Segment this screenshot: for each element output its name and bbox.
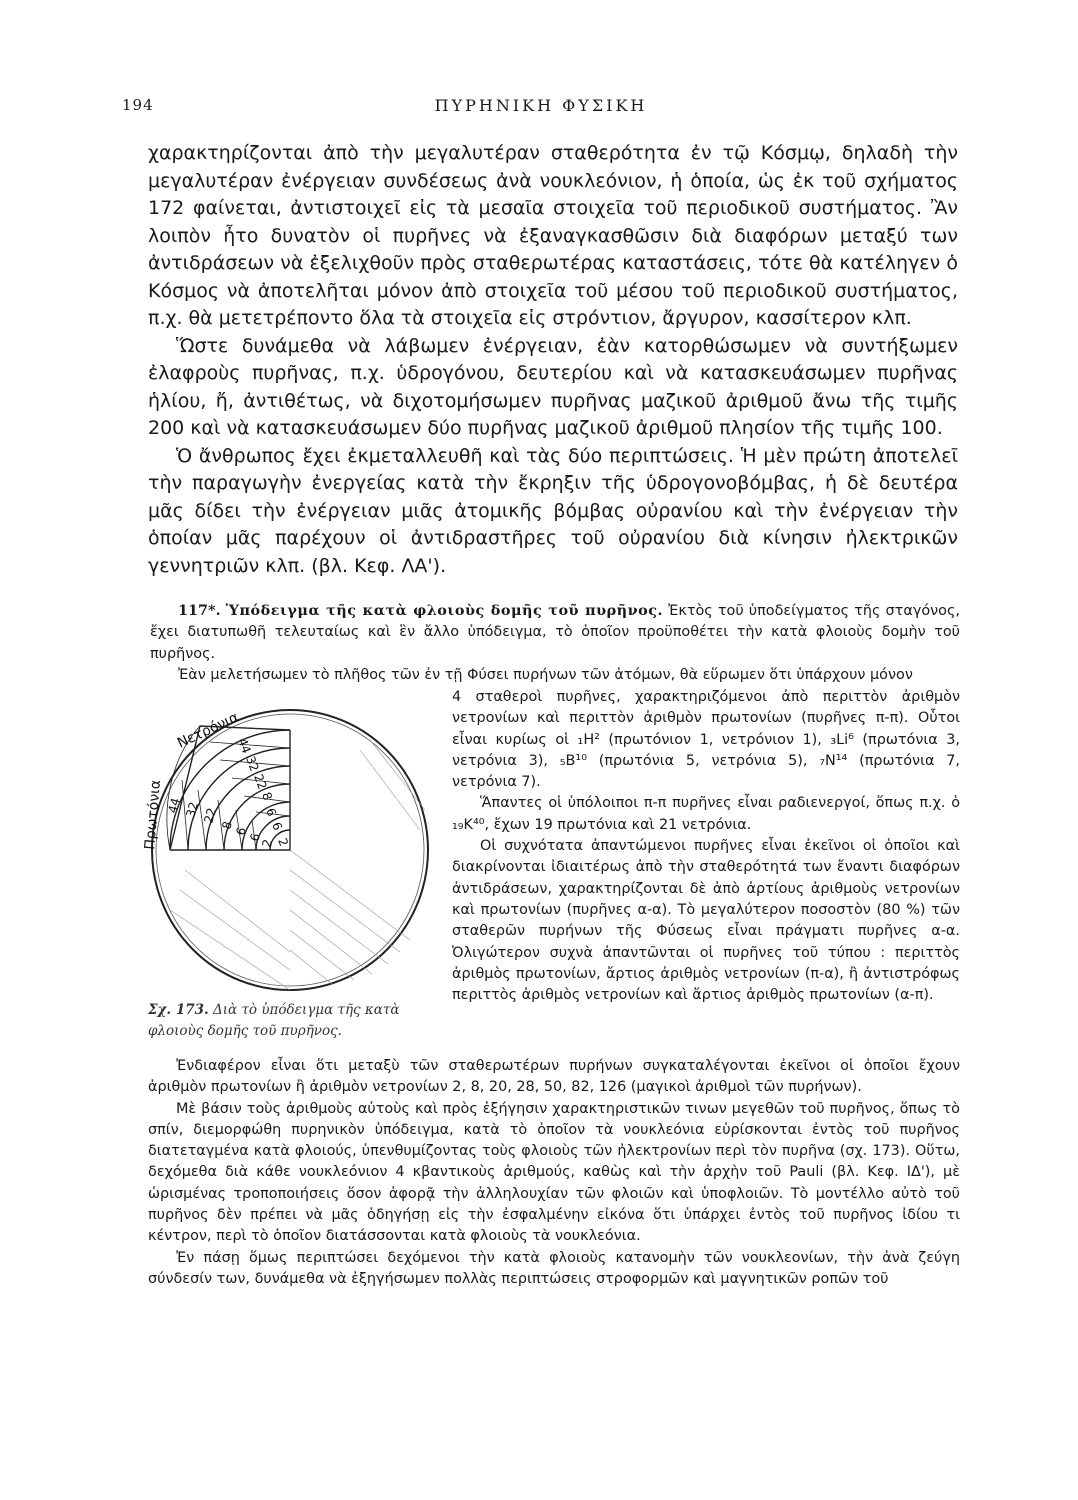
- bottom-text: [148, 1056, 960, 1290]
- proton-label-6: 6: [247, 831, 263, 843]
- neutron-label-2: 32: [243, 754, 262, 774]
- figure-caption-text: Διὰ τὸ ὑπόδειγμα τῆς κατὰ φλοιοὺς δομῆς τοῦ πυρῆνος.: [148, 1002, 400, 1039]
- figure-caption: [148, 1000, 438, 1042]
- right-para-3: Οἱ συχνότατα ἀπαντώμενοι πυρῆνες εἶναι ἐκεῖνοι οἱ ὁποῖοι καὶ διακρίνονται ἰδιαιτέρως ἀπὸ τὴν σταθερότητά των ἔναντι διαφόρων ἀντιδράσεων, χαρακτηρίζονται δὲ ἀπὸ ἀρτίους ἀριθμοὺς νετρονίων καὶ πρωτονίων (πυρῆνες α-α). Τὸ μεγαλύτερον ποσοστὸν (80 %) τῶν σταθερῶν πυρήνων τῆς Φύσεως εἶναι πράγματι πυρῆνες α-α. Ὀλιγώτερον συχνὰ ἀπαντῶνται οἱ πυρῆνες τοῦ τύπου : περιττὸς ἀριθμὸς πρωτονίων, ἄρτιος ἀριθμὸς νετρονίων (π-α), ἢ ἀντιστρόφως περιττὸς ἀριθμὸς νετρονίων καὶ ἄρτιος ἀριθμὸς πρωτονίων (α-π).: [452, 838, 960, 1004]
- proton-label-2: 32: [183, 800, 201, 819]
- paragraph-2: Ὥστε δυνάμεθα νὰ λάβωμεν ἐνέργειαν, ἐὰν κατορθώσωμεν νὰ συντήξωμεν ἐλαφροὺς πυρῆνας, π.χ. ὑδρογόνου, δευτερίου καὶ νὰ κατασκευάσωμεν πυρῆνας ἡλίου, ἤ, ἀντιθέτως, νὰ διχοτομήσωμεν πυρῆνας μαζικοῦ ἀριθμοῦ ἄνω τῆς τιμῆς 200 καὶ νὰ κατασκευάσωμεν δύο πυρῆνας μαζικοῦ ἀριθμοῦ πλησίον τῆς τιμῆς 100.: [148, 334, 958, 439]
- neutron-label-5: 6: [263, 806, 279, 819]
- proton-label-5: 6: [233, 825, 249, 837]
- figure-caption-number: Σχ. 173.: [148, 1002, 209, 1018]
- section-intro: [150, 600, 960, 665]
- neutrons-axis-label: Νετρόνια: [174, 709, 242, 752]
- right-para-2: Ἅπαντες οἱ ὑπόλοιποι π-π πυρῆνες εἶναι ραδιενεργοί, ὅπως π.χ. ὁ ₁₉K⁴⁰, ἔχων 19 πρωτόνια καὶ 21 νετρόνια.: [452, 795, 960, 833]
- paragraph-3: Ὁ ἄνθρωπος ἔχει ἐκμεταλλευθῆ καὶ τὰς δύο περιπτώσεις. Ἡ μὲν πρώτη ἀποτελεῖ τὴν παραγωγὴν ἐνεργείας κατὰ τὴν ἔκρηξιν τῆς ὑδρογονοβόμβας, ἡ δὲ δευτέρα μᾶς δίδει τὴν ἐνέργειαν μιᾶς ἀτομικῆς βόμβας οὐρανίου καὶ τὴν ἐνέργειαν τὴν ὁποίαν μᾶς παρέχουν οἱ ἀντιδραστῆρες τοῦ οὐρανίου διὰ κίνησιν ἠλεκτρικῶν γεννητριῶν κλπ. (βλ. Κεφ. ΛΑ').: [148, 444, 958, 577]
- shell-diagram: [140, 690, 430, 1000]
- page-header: [122, 96, 960, 120]
- main-text: [148, 140, 958, 580]
- section-lead: Ἐὰν μελετήσωμεν τὸ πλῆθος τῶν ἐν τῇ Φύσει πυρήνων τῶν ἀτόμων, θὰ εὕρωμεν ὅτι ὑπάρχουν μόνον: [178, 666, 913, 683]
- running-title: ΠΥΡΗΝΙΚΗ ΦΥΣΙΚΗ: [434, 96, 648, 115]
- shell-model-figure: [140, 690, 430, 1000]
- right-column-text: [452, 687, 960, 1006]
- proton-label-1: 44: [165, 796, 183, 815]
- neutron-label-4: 8: [259, 790, 275, 803]
- bottom-para-3: Ἐν πάσῃ ὅμως περιπτώσει δεχόμενοι τὴν κατὰ φλοιοὺς κατανομὴν τῶν νουκλεονίων, τὴν ἀνὰ ζεύγη σύνδεσίν των, δυνάμεθα νὰ ἐξηγήσωμεν πολλὰς περιπτώσεις στροφορμῶν καὶ μαγνητικῶν ροπῶν τοῦ: [148, 1249, 960, 1287]
- section-117: [150, 600, 960, 686]
- neutron-label-7: 2: [275, 836, 291, 849]
- proton-label-4: 8: [219, 819, 235, 831]
- bottom-para-1: Ἐνδιαφέρον εἶναι ὅτι μεταξὺ τῶν σταθερωτέρων πυρήνων συγκαταλέγονται ἐκεῖνοι οἱ ὁποῖοι ἔχουν ἀριθμὸν πρωτονίων ἢ ἀριθμὸν νετρονίων 2, 8, 20, 28, 50, 82, 126 (μαγικοὶ ἀριθμοὶ τῶν πυρήνων).: [148, 1058, 960, 1096]
- protons-axis-label: Πρωτόνια: [142, 779, 165, 851]
- paragraph-1: χαρακτηρίζονται ἀπὸ τὴν μεγαλυτέραν σταθερότητα ἐν τῷ Κόσμῳ, δηλαδὴ τὴν μεγαλυτέραν ἐνέργειαν συνδέσεως ἀνὰ νουκλεόνιον, ἡ ὁποία, ὡς ἐκ τοῦ σχήματος 172 φαίνεται, ἀντιστοιχεῖ εἰς τὰ μεσαῖα στοιχεῖα τοῦ περιοδικοῦ συστήματος. Ἂν λοιπὸν ἦτο δυνατὸν οἱ πυρῆνες νὰ ἐξαναγκασθῶσιν διὰ διαφόρων μεταξύ των ἀντιδράσεων νὰ ἐξελιχθοῦν πρὸς σταθερωτέρας καταστάσεις, τότε θὰ κατέληγεν ὁ Κόσμος νὰ ἀποτελῆται μόνον ἀπὸ στοιχεῖα τοῦ μέσου τοῦ περιοδικοῦ συστήματος, π.χ. θὰ μετετρέποντο ὅλα τὰ στοιχεῖα εἰς στρόντιον, ἄργυρον, κασσίτερον κλπ.: [148, 142, 958, 329]
- neutron-label-1: 44: [235, 736, 254, 756]
- neutron-label-3: 22: [251, 772, 270, 792]
- section-number: 117*.: [178, 602, 221, 619]
- bottom-para-2: Μὲ βάσιν τοὺς ἀριθμοὺς αὐτοὺς καὶ πρὸς ἐξήγησιν χαρακτηριστικῶν τινων μεγεθῶν τοῦ πυρῆνος, ὅπως τὸ σπίν, διεμορφώθη πυρηνικὸν ὑπόδειγμα, κατὰ τὸ ὁποῖον τὰ νουκλεόνια εὑρίσκονται ἐντὸς τοῦ πυρῆνος διατεταγμένα κατὰ φλοιούς, ὑπενθυμίζοντας τοὺς φλοιοὺς τῶν ἠλεκτρονίων περὶ τὸν πυρῆνα (σχ. 173). Οὕτω, δεχόμεθα διὰ κάθε νουκλεόνιον 4 κβαντικοὺς ἀριθμούς, καθὼς καὶ τὴν ἀρχὴν τοῦ Pauli (βλ. Κεφ. ΙΔ'), μὲ ὡρισμένας τροποποιήσεις ὅσον ἀφορᾷ τὴν ἀλληλουχίαν τῶν φλοιῶν καὶ ὑποφλοιῶν. Τὸ μοντέλλο αὐτὸ τοῦ πυρῆνος δὲν πρέπει νὰ μᾶς ὁδηγήσῃ εἰς τὴν ἐσφαλμένην εἰκόνα ὅτι ὑπάρχει ἐντὸς τοῦ πυρῆνος ἰδίου τι κέντρον, περὶ τὸ ὁποῖον διατάσσονται κατὰ φλοιοὺς τὰ νουκλεόνια.: [148, 1100, 960, 1245]
- section-title: Ὑπόδειγμα τῆς κατὰ φλοιοὺς δομῆς τοῦ πυρῆνος.: [225, 602, 663, 619]
- proton-label-7: 2: [259, 837, 275, 849]
- right-para-1: 4 σταθεροὶ πυρῆνες, χαρακτηριζόμενοι ἀπὸ περιττὸν ἀριθμὸν νετρονίων καὶ περιττὸν ἀριθμὸν πρωτονίων (πυρῆνες π-π). Οὗτοι εἶναι κυρίως οἱ ₁H² (πρωτόνιον 1, νετρόνιον 1), ₃Li⁶ (πρωτόνια 3, νετρόνια 3), ₅B¹⁰ (πρωτόνια 5, νετρόνια 5), ₇N¹⁴ (πρωτόνια 7, νετρόνια 7).: [452, 689, 960, 791]
- proton-label-3: 22: [201, 806, 219, 825]
- neutron-label-6: 6: [269, 820, 285, 833]
- page-number: 194: [122, 96, 154, 114]
- section-intro-text: Ἐκτὸς τοῦ ὑποδείγματος τῆς σταγόνος, ἔχει διατυπωθῆ τελευταίως καὶ ἓν ἄλλο ὑπόδειγμα, τὸ ὁποῖον προϋποθέτει τὴν κατὰ φλοιοὺς δομὴν τοῦ πυρῆνος.: [150, 603, 961, 662]
